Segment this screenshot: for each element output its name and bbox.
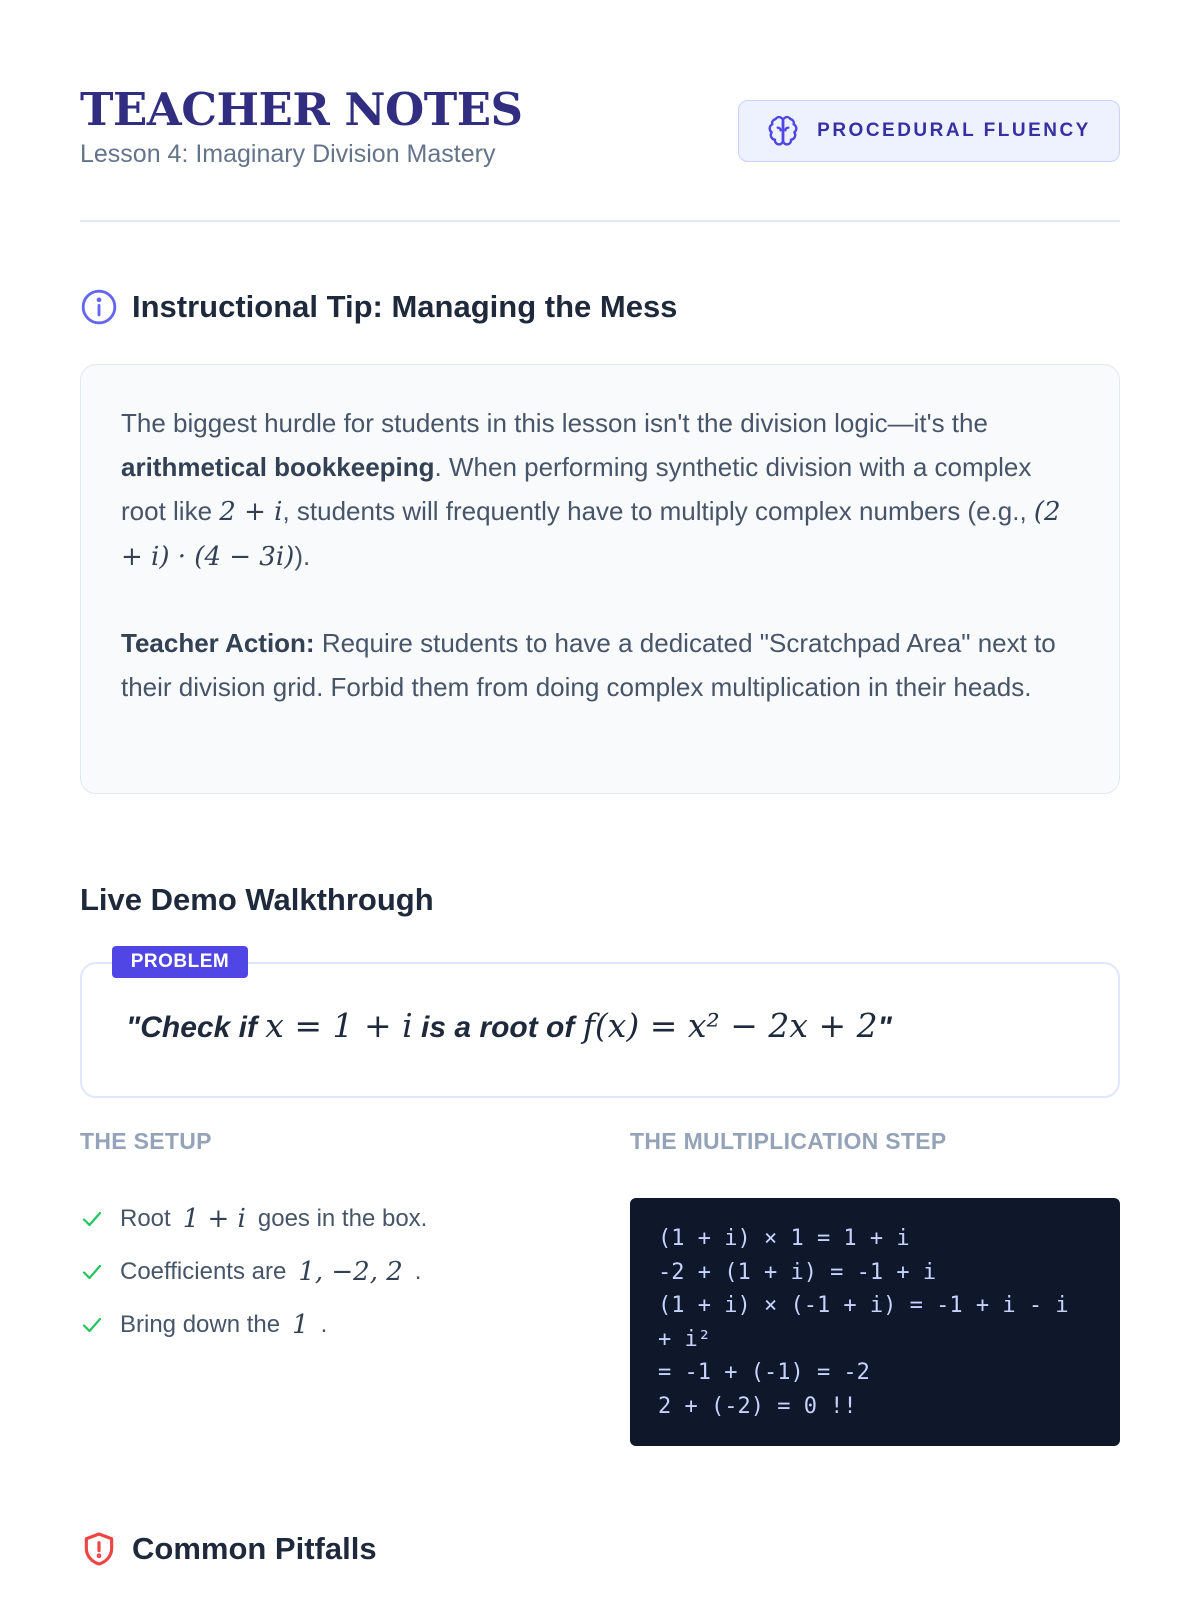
brain-icon xyxy=(767,115,799,147)
tip-text: . When performing synthetic division with a complex root like xyxy=(121,452,1032,526)
setup-steps xyxy=(80,1192,427,1351)
math-expression: 1, −2, 2 xyxy=(298,1256,403,1287)
step-text: Root xyxy=(120,1204,171,1232)
teacher-action-label: Teacher Action: xyxy=(121,628,315,658)
math-expression: f(x) = x² − 2x + 2 xyxy=(582,1006,878,1045)
problem-text: " xyxy=(877,1011,892,1044)
multiplication-code-block xyxy=(630,1198,1120,1446)
step-text: goes in the box. xyxy=(257,1204,428,1232)
code-line: + i² xyxy=(658,1326,711,1352)
list-item xyxy=(80,1245,427,1298)
badge-label: PROCEDURAL FLUENCY xyxy=(817,120,1091,141)
code-line: (1 + i) × (-1 + i) = -1 + i - i xyxy=(658,1293,1069,1318)
math-expression: 2 + i xyxy=(219,497,283,527)
math-expression: 1 xyxy=(292,1309,309,1340)
setup-label: THE SETUP xyxy=(80,1128,212,1154)
list-item xyxy=(80,1298,427,1351)
page-title: TEACHER NOTES xyxy=(80,83,523,136)
demo-heading: Live Demo Walkthrough xyxy=(80,882,434,917)
tip-text: The biggest hurdle for students in this lesson isn't the division logic—it's the xyxy=(121,408,988,438)
tip-paragraph-2 xyxy=(121,621,1079,709)
tip-heading: Instructional Tip: Managing the Mess xyxy=(132,289,678,324)
code-line: 2 + (-2) = 0 !! xyxy=(658,1393,857,1419)
problem-text: is a root of xyxy=(412,1011,583,1044)
code-line: (1 + i) × 1 = 1 + i xyxy=(658,1226,910,1251)
tip-text: , students will frequently have to multiply complex numbers (e.g., xyxy=(282,496,1034,526)
header-divider xyxy=(80,220,1120,222)
step-text: . xyxy=(414,1257,422,1285)
problem-tag: PROBLEM xyxy=(112,946,248,978)
pitfalls-heading: Common Pitfalls xyxy=(132,1531,377,1566)
instructional-tip-box xyxy=(80,364,1120,794)
math-expression: (2 + i) · (4 − 3i) xyxy=(121,497,1061,572)
tip-paragraph-1 xyxy=(121,401,1079,579)
list-item xyxy=(80,1192,427,1245)
math-expression: x = 1 + i xyxy=(265,1006,413,1045)
step-text: . xyxy=(320,1310,328,1338)
multiplication-step-label: THE MULTIPLICATION STEP xyxy=(630,1128,947,1154)
problem-text: "Check if xyxy=(126,1011,266,1044)
math-expression: 1 + i xyxy=(182,1203,246,1234)
check-icon xyxy=(80,1260,104,1284)
problem-statement xyxy=(126,1006,892,1045)
shield-alert-icon xyxy=(80,1530,118,1568)
page-subtitle: Lesson 4: Imaginary Division Mastery xyxy=(80,140,496,168)
code-line: = -1 + (-1) = -2 xyxy=(658,1360,870,1385)
code-line: -2 + (1 + i) = -1 + i xyxy=(658,1259,937,1285)
problem-box xyxy=(80,951,1120,1098)
header xyxy=(80,83,1120,176)
check-icon xyxy=(80,1207,104,1231)
info-icon xyxy=(80,288,118,326)
pitfalls-heading-row xyxy=(80,1530,377,1568)
tip-text: ). xyxy=(294,541,311,571)
tip-heading-row xyxy=(80,288,677,326)
tip-bold-text: arithmetical bookkeeping xyxy=(121,452,435,482)
step-text: Bring down the xyxy=(120,1310,281,1338)
check-icon xyxy=(80,1313,104,1337)
procedural-fluency-badge xyxy=(738,100,1120,162)
tip-text: Require students to have a dedicated "Scratchpad Area" next to their division grid. Forbid them from doing complex multiplication in their heads. xyxy=(121,628,1056,702)
step-text: Coefficients are xyxy=(120,1257,287,1285)
